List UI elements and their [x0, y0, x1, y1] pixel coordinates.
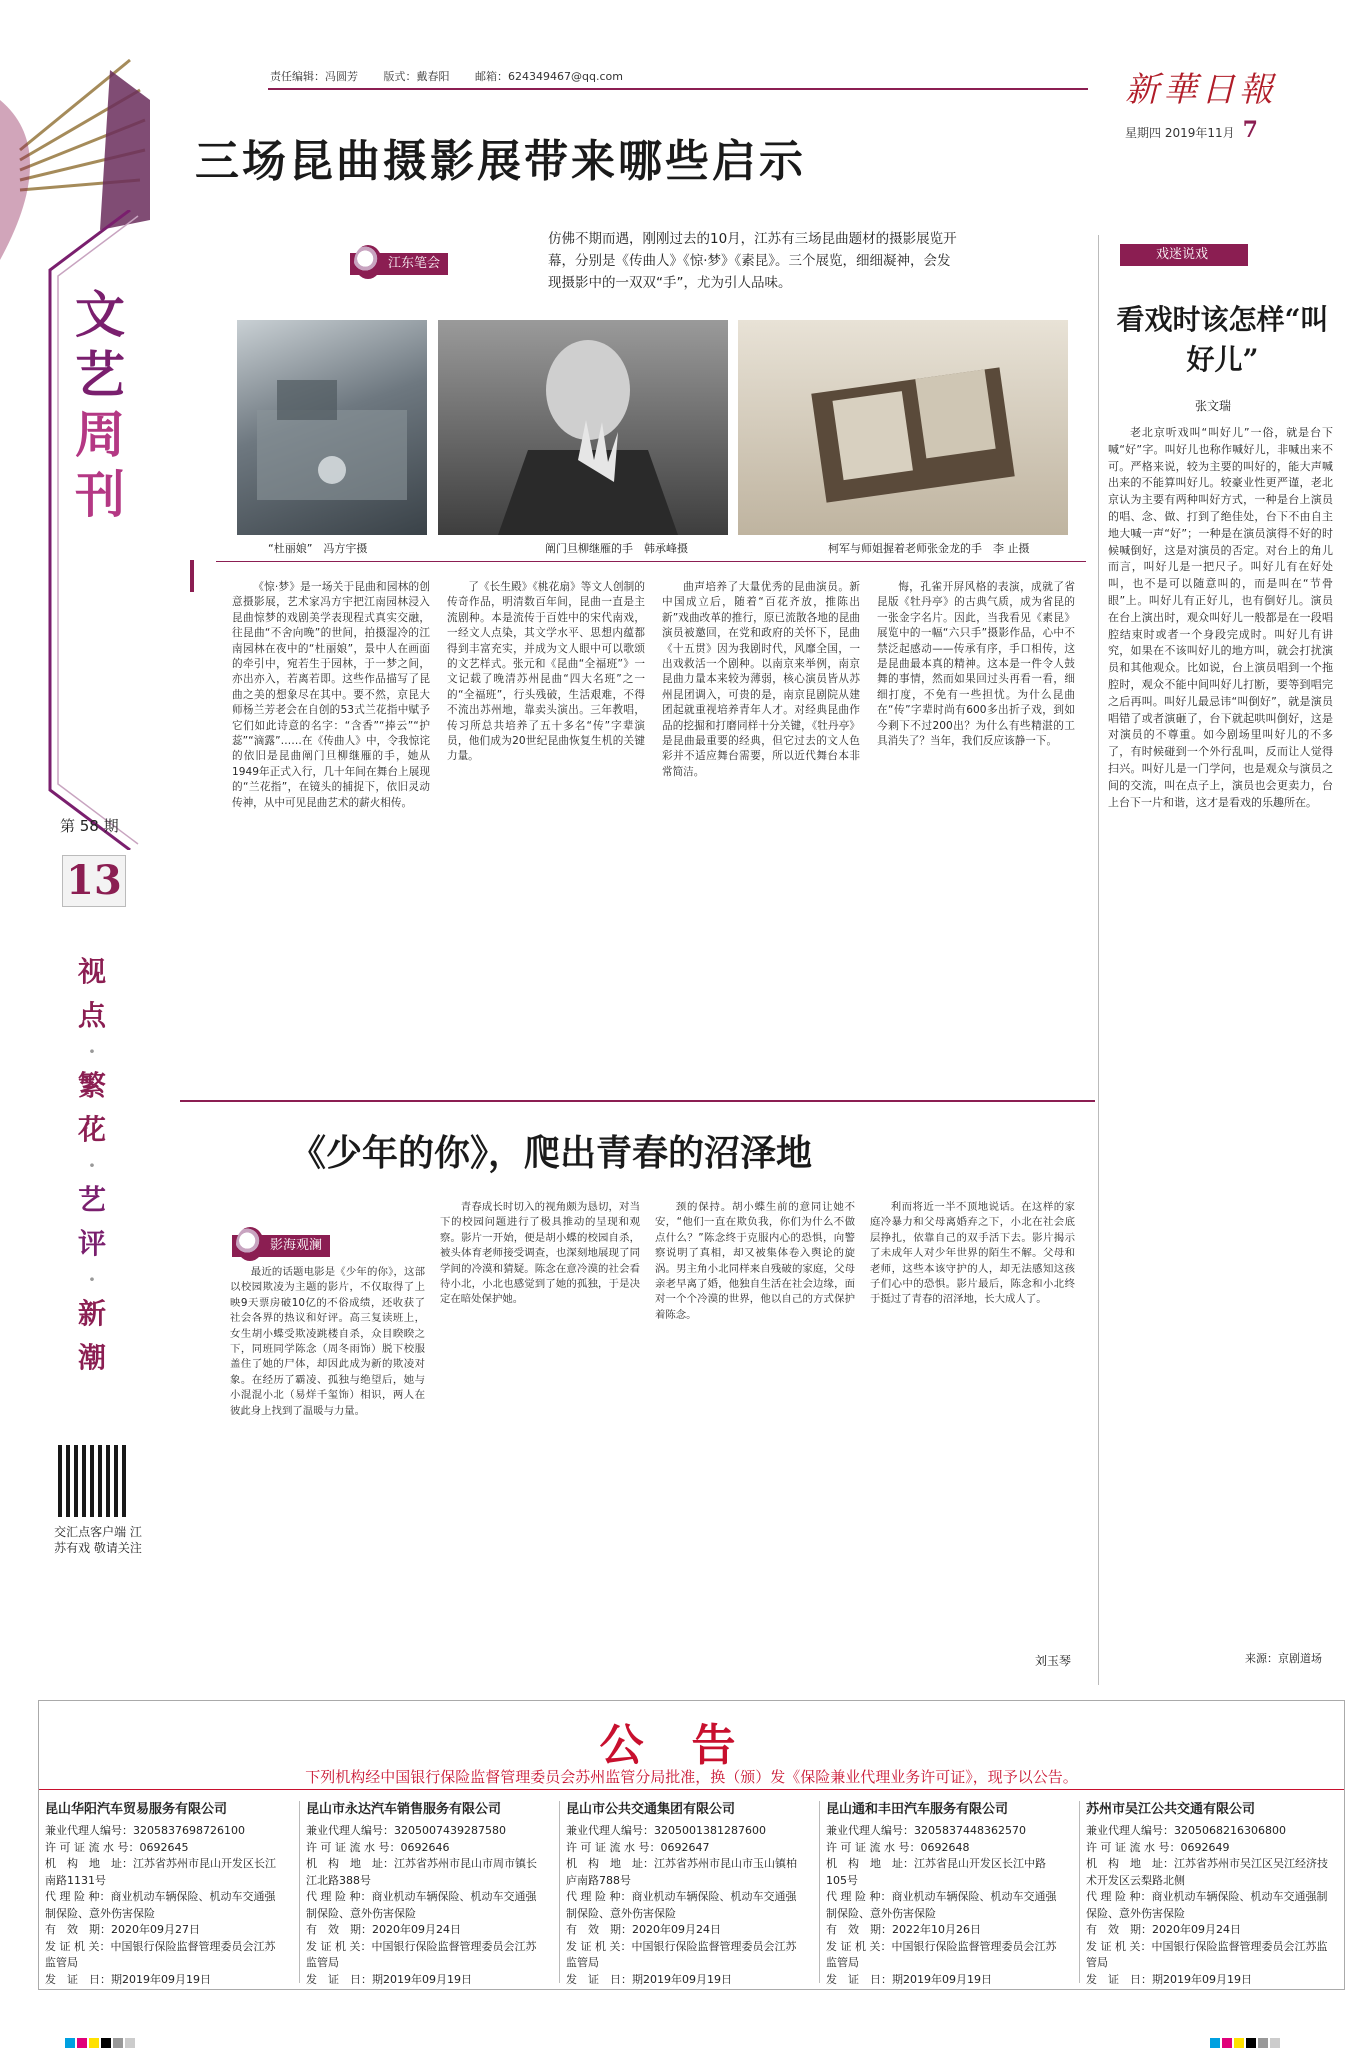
section-page-number: 13 [62, 855, 126, 907]
section-divider [180, 1100, 1095, 1102]
field-label: 有 效 期： [566, 1923, 632, 1936]
company-row [45, 1840, 294, 1857]
article1-lead: 仿佛不期而遇，刚刚过去的10月，江苏有三场昆曲题材的摄影展览开幕，分别是《传曲人》《惊·梦》《素昆》。三个展览，细细凝神，会发现摄影中的一双双“手”，尤为引人品味。 [548, 231, 957, 291]
title-char: 周 [75, 405, 125, 464]
company-row [45, 1922, 294, 1939]
company-row [566, 1840, 815, 1857]
email-credit: 邮箱：624349467@qq.com [475, 70, 623, 83]
right-column-tag: 戏迷说戏 [1120, 244, 1248, 266]
company-row [826, 1823, 1075, 1840]
article1-column-1 [232, 580, 430, 1085]
field-label: 发 证 日：期 [826, 1972, 903, 1986]
company-name: 苏州市吴江公共交通有限公司 [1086, 1802, 1256, 1817]
field-label: 机 构 地 址： [306, 1857, 394, 1870]
photo-du-liniang [237, 320, 427, 535]
field-label: 许 可 证 流 水 号： [826, 1840, 921, 1854]
box-rule [216, 561, 1086, 562]
slogan-char: 点 [77, 999, 106, 1032]
field-value: 2020年09月27日 [111, 1923, 200, 1936]
company-row [1086, 1889, 1331, 1922]
field-label: 代 理 险 种： [826, 1890, 892, 1903]
article2-column-4 [870, 1200, 1075, 1650]
field-label: 发 证 日：期 [1086, 1972, 1163, 1986]
dot-icon: · [88, 1267, 96, 1291]
field-value: 江苏省苏州市昆山市周市镇长江北路388号 [306, 1857, 537, 1887]
field-value: 江苏省苏州市昆山开发区长江南路1131号 [45, 1857, 276, 1887]
company-row [566, 1823, 815, 1840]
company-row [566, 1856, 806, 1889]
right-source: 来源：京剧道场 [1245, 1652, 1322, 1665]
field-label: 有 效 期： [1086, 1923, 1152, 1936]
field-value: 2019年09月19日 [643, 1972, 732, 1986]
slogan-char: 潮 [77, 1341, 106, 1374]
field-value: 2022年10月26日 [892, 1923, 981, 1936]
qr-caption: 交汇点客户端 江苏有戏 敬请关注 [54, 1525, 142, 1555]
field-label: 发 证 机 关： [566, 1939, 632, 1953]
field-value: 3205837698726100 [133, 1824, 245, 1837]
article2-column-2 [440, 1200, 640, 1665]
field-label: 有 效 期： [45, 1923, 111, 1936]
article1-column-2 [447, 580, 645, 1085]
company-name: 昆山华阳汽车贸易服务有限公司 [45, 1802, 228, 1817]
header-rule [268, 88, 1088, 90]
section-slogan [68, 950, 116, 1380]
field-value: 0692646 [400, 1840, 450, 1854]
field-label: 许 可 证 流 水 号： [1086, 1840, 1181, 1854]
company-row [1086, 1856, 1331, 1889]
field-label: 发 证 机 关： [826, 1939, 892, 1953]
company-row [826, 1939, 1066, 1972]
company-row [1086, 1823, 1340, 1840]
field-label: 代 理 险 种： [45, 1890, 111, 1903]
article1-paragraph: 悔，孔雀开屏风格的表演，成就了省昆版《牡丹亭》的古典气质，成为省昆的一张金字名片。因此，当我看见《素昆》展览中的一幅“六只手”摄影作品，心中不禁泛起感动——传承有序，手口相传，这是昆曲最本真的精神。这本是一件令人鼓舞的事情，然而如果回过头再看一看，细细打度，不免有一些担忧。为什么昆曲在“传”字辈时尚有600多出折子戏，到如今剩下不过200出？为什么有些精湛的工具消失了？当年，我们反应该静一下。 [877, 581, 1075, 748]
company-row [45, 1823, 294, 1840]
article2-paragraph: 利而将近一半不顶地说话。在这样的家庭冷暴力和父母离婚弃之下，小北在社会底层挣扎，依靠自己的双手活下去。影片揭示了未成年人对少年世界的陌生不解。父母和老师，这些本该守护的人，却无法感知这孩子们心中的恐惧。影片最后，陈念和小北终于挺过了青春的沼泽地，长大成人了。 [870, 1201, 1075, 1306]
article2-paragraph: 颈的保持。胡小蝶生前的意同让她不安，“他们一直在欺负我，你们为什么不做点什么？”陈念终于克服内心的恐惧，向警察说明了真相，却又被集体卷入舆论的旋涡。男主角小北同样来自残破的家庭，父母亲老早离了婚，他独自生活在社会边缘，面对一个个冷漠的世界，他以自己的方式保护着陈念。 [655, 1201, 855, 1321]
company-row [566, 1972, 815, 1989]
header-credits [270, 68, 645, 84]
field-label: 发 证 日：期 [566, 1972, 643, 1986]
article1-headline: 三场昆曲摄影展带来哪些启示 [195, 136, 806, 187]
field-label: 发 证 机 关： [45, 1939, 111, 1953]
notice-subtitle: 下列机构经中国银行保险监督管理委员会苏州监管分局批准，换（颁）发《保险兼业代理业务许可证》，现予以公告。 [305, 1768, 1078, 1786]
dot-icon: · [88, 1153, 96, 1177]
field-label: 许 可 证 流 水 号： [45, 1840, 140, 1854]
field-label: 代 理 险 种： [1086, 1890, 1152, 1903]
slogan-char: 新 [77, 1297, 106, 1330]
color-registration-icon [65, 2038, 155, 2048]
field-label: 发 证 机 关： [1086, 1939, 1152, 1953]
company-row [306, 1856, 546, 1889]
field-label: 发 证 日：期 [45, 1972, 122, 1986]
company-card [299, 1801, 555, 1986]
field-value: 2020年09月24日 [1152, 1923, 1241, 1936]
company-row [1086, 1840, 1340, 1857]
field-value: 商业机动车辆保险、机动车交通强制保险、意外伤害保险 [45, 1890, 276, 1920]
field-value: 2019年09月19日 [122, 1972, 211, 1986]
field-value: 0692647 [660, 1840, 710, 1854]
issue-number: 第 58 期 [60, 817, 119, 835]
editor-credit: 责任编辑：冯圆芳 [270, 70, 358, 83]
article2-column-tag: 影海观澜 [232, 1235, 330, 1257]
field-value: 3205068216306800 [1174, 1824, 1286, 1837]
company-row [45, 1939, 285, 1972]
right-paragraph: 老北京听戏叫“叫好儿”一俗，就是台下喊“好”字。叫好儿也称作喊好儿，非喊出来不可。严格来说，较为主要的叫好的，能大声喊出来的不能算叫好儿。较豪业性更严谨，老北京认为主要有两种叫好方式，一种是台上演员的唱、念、做、打到了绝佳处，台下不由自主地大喊一声“好”；一种是在演员演得不好的时候喊倒好，这是对演员的否定。对台上的角儿而言，叫好儿是一把尺子。叫好儿有在好处叫，也不是可以随意叫的，而是叫在“节骨眼”上。叫好儿有正好儿，也有倒好儿。演员在台上演出时，观众叫好儿一般都是在一段唱腔结束时或者一个身段完成时。叫好儿有讲究，如果在不该叫好儿的地方叫，就会打扰演员和其他观众。比如说，台上演员唱到一个拖腔时，观众不能中间叫好儿打断，要等到唱完之后再叫。叫好儿最忌讳“叫倒好”，就是演员唱错了或者演砸了，台下就起哄叫倒好，这是对演员的不尊重。如今剧场里叫好儿的不多了，有时候碰到一个外行乱叫，反而让人觉得扫兴。叫好儿是一门学问，也是观众与演员之间的交流，叫在点子上，演员也会更卖力，台上台下一片和谐，这才是看戏的乐趣所在。 [1108, 426, 1333, 809]
field-value: 江苏省苏州市吴江区吴江经济技术开发区云梨路北侧 [1086, 1857, 1328, 1887]
box-rule [190, 560, 194, 592]
article2-headline: 《少年的你》，爬出青春的沼泽地 [290, 1132, 813, 1174]
title-char: 文 [75, 285, 125, 344]
company-row [1086, 1922, 1340, 1939]
field-value: 0692648 [920, 1840, 970, 1854]
notice-rule [39, 1789, 1344, 1790]
article1-column-4 [877, 580, 1075, 1085]
field-label: 兼业代理人编号： [566, 1824, 654, 1837]
field-value: 中国银行保险监督管理委员会江苏监管局 [826, 1939, 1057, 1969]
company-name: 昆山通和丰田汽车服务有限公司 [826, 1802, 1009, 1817]
field-value: 中国银行保险监督管理委员会江苏监管局 [1086, 1939, 1328, 1969]
field-value: 江苏省昆山开发区长江中路105号 [826, 1857, 1046, 1887]
company-row [826, 1840, 1075, 1857]
field-value: 江苏省苏州市昆山市玉山镇柏庐南路788号 [566, 1857, 797, 1887]
company-row [45, 1889, 285, 1922]
field-value: 0692645 [139, 1840, 189, 1854]
photo-caption: “杜丽娘” 冯方宇摄 [268, 542, 368, 555]
article2-author: 刘玉琴 [1035, 1654, 1072, 1668]
company-row [306, 1972, 555, 1989]
section-title [70, 285, 130, 525]
company-row [566, 1939, 806, 1972]
company-row [566, 1922, 815, 1939]
field-label: 有 效 期： [826, 1923, 892, 1936]
company-row [826, 1889, 1066, 1922]
right-body [1108, 425, 1333, 1640]
title-char: 艺 [75, 345, 125, 404]
company-card [819, 1801, 1075, 1986]
header-date [1125, 117, 1258, 143]
field-label: 发 证 日：期 [306, 1972, 383, 1986]
slogan-char: 花 [77, 1113, 106, 1146]
photo-album-hands [738, 320, 1068, 535]
company-row [306, 1889, 546, 1922]
field-value: 中国银行保险监督管理委员会江苏监管局 [45, 1939, 276, 1969]
slogan-char: 繁 [77, 1069, 106, 1102]
garden-scene-icon [237, 320, 427, 535]
field-label: 兼业代理人编号： [1086, 1824, 1174, 1837]
field-value: 中国银行保险监督管理委员会江苏监管局 [306, 1939, 537, 1969]
photo-caption: 阐门旦柳继雁的手 韩承峰摄 [545, 542, 688, 555]
article1-paragraph: 《惊·梦》是一场关于昆曲和园林的创意摄影展，艺术家冯方宇把江南园林浸入昆曲惊梦的戏剧美学表现程式真实交融，往昆曲“不舍向晚”的世间，拍摄湿冷的江南园林在夜中的“杜丽娘”，景中人在画面的牵引中，宛若生于园林，于一梦之间，亦出亦入，若离若即。这些作品描写了昆曲之美的想象尽在其中。要不然，京昆大师杨兰芳老会在自创的53式兰花指中赋予它们如此诗意的名字：“含香”“捧云”“护蕊”“滴露”……在《传曲人》中，令我惊诧的依旧是昆曲阐门旦柳继雁的手，她从1949年正式入行，几十年间在舞台上展现的“兰花指”，在镜头的捕捉下，依旧灵动传神，从中可见昆曲艺术的薪火相传。 [232, 581, 430, 809]
field-label: 机 构 地 址： [826, 1857, 914, 1870]
article1-paragraph: 了《长生殿》《桃花扇》等文人创制的传奇作品，明清数百年间，昆曲一直是主流剧种。本是流传于百姓中的宋代南戏，一经文人点染，其文学水平、思想内蕴都得到丰富充实，并成为文人眼中可以歌颂的文艺样式。张元和《昆曲“全福班”》一文记载了晚清苏州昆曲“四大名班”之一的“全福班”，行头残破，生活艰难，不得不流出苏州地，靠卖头演出。三年教唱，传习所总共培养了五十多名“传”字辈演员，他们成为20世纪昆曲恢复生机的关键力量。 [447, 581, 645, 763]
company-row [306, 1823, 555, 1840]
field-label: 兼业代理人编号： [45, 1824, 133, 1837]
elder-hands-icon [438, 320, 728, 535]
company-card [559, 1801, 815, 1986]
section-sidebar [0, 150, 150, 1700]
color-registration-icon [1210, 2038, 1300, 2048]
field-label: 机 构 地 址： [566, 1857, 654, 1870]
company-row [826, 1856, 1066, 1889]
field-value: 商业机动车辆保险、机动车交通强制保险、意外伤害保险 [566, 1890, 797, 1920]
field-value: 3205837448362570 [914, 1824, 1026, 1837]
article1-column-3 [662, 580, 860, 1085]
field-label: 代 理 险 种： [566, 1890, 632, 1903]
field-label: 代 理 险 种： [306, 1890, 372, 1903]
field-value: 0692649 [1180, 1840, 1230, 1854]
field-value: 2019年09月19日 [903, 1972, 992, 1986]
company-row [826, 1972, 1075, 1989]
article1-column-tag: 江东笔会 [350, 253, 448, 275]
company-row [45, 1856, 285, 1889]
photo-caption: 柯军与师姐握着老师张金龙的手 李 止摄 [828, 542, 1030, 555]
field-label: 机 构 地 址： [1086, 1857, 1174, 1870]
column-divider [1098, 235, 1099, 1685]
company-card [39, 1801, 294, 1986]
article2-paragraph: 最近的话题电影是《少年的你》，这部以校园欺凌为主题的影片，不仅取得了上映9天票房破10亿的不俗成绩，还收获了社会各界的热议和好评。高三复读班上，女生胡小蝶受欺凌跳楼自杀，众目睽睽之下，同班同学陈念（周冬雨饰）脱下校服盖住了她的尸体，却因此成为新的欺凌对象。在经历了霸凌、孤独与绝望后，她与小混混小北（易烊千玺饰）相识，两人在彼此身上找到了温暖与力量。 [230, 1266, 425, 1417]
company-row [1086, 1972, 1340, 1989]
article1-paragraph: 曲声培养了大量优秀的昆曲演员。新中国成立后，随着“百花齐放，推陈出新”戏曲改革的推行，原已流散各地的昆曲演员被邀回，在党和政府的关怀下，昆曲《十五贯》因为我剧时代，风靡全国，一出戏救活一个剧种。以南京来举例，南京昆曲力量本来较为薄弱，核心演员皆从苏州昆团调入，可贵的是，南京昆剧院从建团起就重视培养青年人才。对经典昆曲作品的挖掘和打磨同样十分关键，《牡丹亭》是昆曲最重要的经典，但它过去的文人色彩并不适应舞台需要，所以近代舞台本非常简洁。 [662, 581, 860, 778]
field-label: 许 可 证 流 水 号： [566, 1840, 661, 1854]
field-value: 商业机动车辆保险、机动车交通强制保险、意外伤害保险 [306, 1890, 537, 1920]
company-row [566, 1889, 806, 1922]
field-value: 商业机动车辆保险、机动车交通强制保险、意外伤害保险 [1086, 1890, 1328, 1920]
date-text: 星期四 2019年11月 [1125, 126, 1235, 140]
field-value: 2020年09月24日 [632, 1923, 721, 1936]
page-number: 7 [1242, 117, 1258, 143]
article2-column-3 [655, 1200, 855, 1665]
field-value: 2019年09月19日 [1163, 1972, 1252, 1986]
field-label: 发 证 机 关： [306, 1939, 372, 1953]
field-label: 兼业代理人编号： [306, 1824, 394, 1837]
company-row [826, 1922, 1075, 1939]
qr-code-icon[interactable] [58, 1445, 130, 1517]
right-author: 张文瑞 [1195, 399, 1232, 413]
dot-icon: · [88, 1039, 96, 1063]
notice-title: 公告 [599, 1720, 784, 1771]
company-row [1086, 1939, 1331, 1972]
slogan-char: 艺 [77, 1183, 106, 1216]
public-notice [38, 1700, 1345, 1990]
company-row [45, 1972, 294, 1989]
designer-credit: 版式：戴春阳 [383, 70, 450, 83]
right-headline: 看戏时该怎样“叫好儿” [1116, 303, 1329, 376]
company-name: 昆山市永达汽车销售服务有限公司 [306, 1802, 502, 1817]
field-value: 2020年09月24日 [372, 1923, 461, 1936]
slogan-char: 视 [77, 955, 106, 988]
field-value: 中国银行保险监督管理委员会江苏监管局 [566, 1939, 797, 1969]
title-char: 刊 [75, 465, 125, 524]
company-row [306, 1922, 555, 1939]
field-value: 3205007439287580 [394, 1824, 506, 1837]
field-value: 2019年09月19日 [383, 1972, 472, 1986]
field-label: 有 效 期： [306, 1923, 372, 1936]
field-value: 商业机动车辆保险、机动车交通强制保险、意外伤害保险 [826, 1890, 1057, 1920]
company-row [306, 1840, 555, 1857]
field-label: 许 可 证 流 水 号： [306, 1840, 401, 1854]
field-label: 机 构 地 址： [45, 1857, 133, 1870]
company-card [1079, 1801, 1340, 1986]
photo-hands-liu-jiyan [438, 320, 728, 535]
newspaper-logo: 新華日報 [1125, 70, 1277, 110]
company-name: 昆山市公共交通集团有限公司 [566, 1802, 736, 1817]
company-row [306, 1939, 546, 1972]
photo-album-icon [738, 320, 1068, 535]
slogan-char: 评 [77, 1227, 106, 1260]
field-value: 3205001381287600 [654, 1824, 766, 1837]
article2-paragraph: 青春成长时切入的视角颇为恳切，对当下的校园问题进行了极具推动的呈现和观察。影片一开始，便是胡小蝶的校园自杀，被头体育老师接受调查，也深刻地展现了同学间的冷漠和猜疑。陈念在意冷漠的社会看待小北，小北也感觉到了她的孤独，于是决定在暗处保护她。 [440, 1201, 640, 1306]
field-label: 兼业代理人编号： [826, 1824, 914, 1837]
article2-column-1 [230, 1265, 425, 1665]
